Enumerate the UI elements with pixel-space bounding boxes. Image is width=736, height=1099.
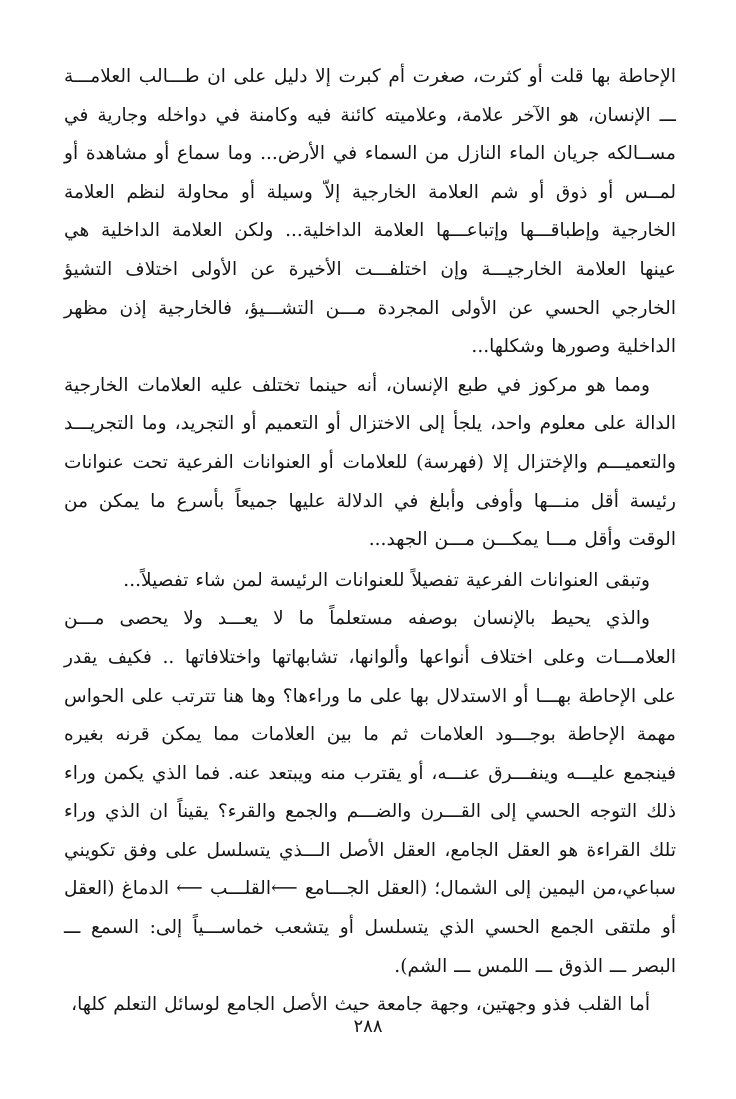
paragraph-3: وتبقى العنوانات الفرعية تفصيلاً للعنوانات الرئيسة لمن شاء تفصيلاً... — [123, 569, 650, 591]
paragraph-1: الإحاطة بها قلت أو كثرت، صغرت أم كبرت إلا دليل على ان طـــالب العلامـــة ـــ الإنسان، هو الآخر علامة، وعلاميته كائنة فيه وكامنة في دواخله وجارية في مســالكه جريان الماء النازل من السماء في الأرض... وما سماع أو مشاهدة أو لمــس أو ذوق أو شم العلامة الخارجية إلاّ وسيلة أو محاولة لنظم العلامة الخارجية وإطباقـــها وإتباعـــها العلامة الداخلية... ولكن العلامة الداخلية هي عينها العلامة الخارجيـــة وإن اختلفـــت الأخيرة عن الأولى اختلاف التشيؤ الخارجي الحسي عن الأولى المجردة مـــن التشـــيؤ، فالخارجية إذن مظهر الداخلية وصورها وشكلها... — [64, 66, 676, 358]
paragraph-4: والذي يحيط بالإنسان بوصفه مستعلماً ما لا يعـــد ولا يحصى مـــن العلامـــات وعلى اختلاف أنواعها وألوانها، تشابهاتها واختلافاتها .. فكيف يقدر على الإحاطة بهـــا أو الاستدلال بها على ما وراءها؟ وها هنا تترتب على الحواس مهمة الإحاطة بوجـــود العلامات ثم ما بين العلامات مما يمكن قرنه بغيره فينجمع عليـــه وينفـــرق عنـــه، أو يقترب منه ويبتعد عنه. فما الذي يكمن وراء ذلك التوجه الحسي إلى القـــرن والضـــم والجمع والقرء؟ يقيناً ان الذي وراء تلك القراءة هو العقل الجامع، العقل الأصل الـــذي يتسلسل على وفق تكويني سباعي،من اليمين إلى الشمال؛ (العقل الجـــامع ⟵القلـــب ⟵ الدماغ (العقل أو ملتقى الجمع الحسي الذي يتسلسل أو يتشعب خماســـياً إلى: السمع ـــ البصر ـــ الذوق ـــ اللمس ـــ الشم). — [64, 608, 676, 977]
page-number: ٢٨٨ — [353, 1016, 383, 1037]
paragraph-2: ومما هو مركوز في طبع الإنسان، أنه حينما تختلف عليه العلامات الخارجية الدالة على معلوم واحد، يلجأ إلى الاختزال أو التعميم أو التجريد، وما التجريـــد والتعميـــم والإختزال إلا (فهرسة) للعلامات أو العنوانات الفرعية تحت عنوانات رئيسة أقل منـــها وأوفى وأبلغ في الدلالة عليها جميعاً بأسرع ما يمكن من الوقت وأقل مـــا يمكـــن مـــن الجهد... — [64, 374, 676, 551]
paragraph-5: أما القلب فذو وجهتين، وجهة جامعة حيث الأصل الجامع لوسائل التعلم كلها، — [71, 994, 650, 1016]
page-body — [64, 58, 676, 1025]
